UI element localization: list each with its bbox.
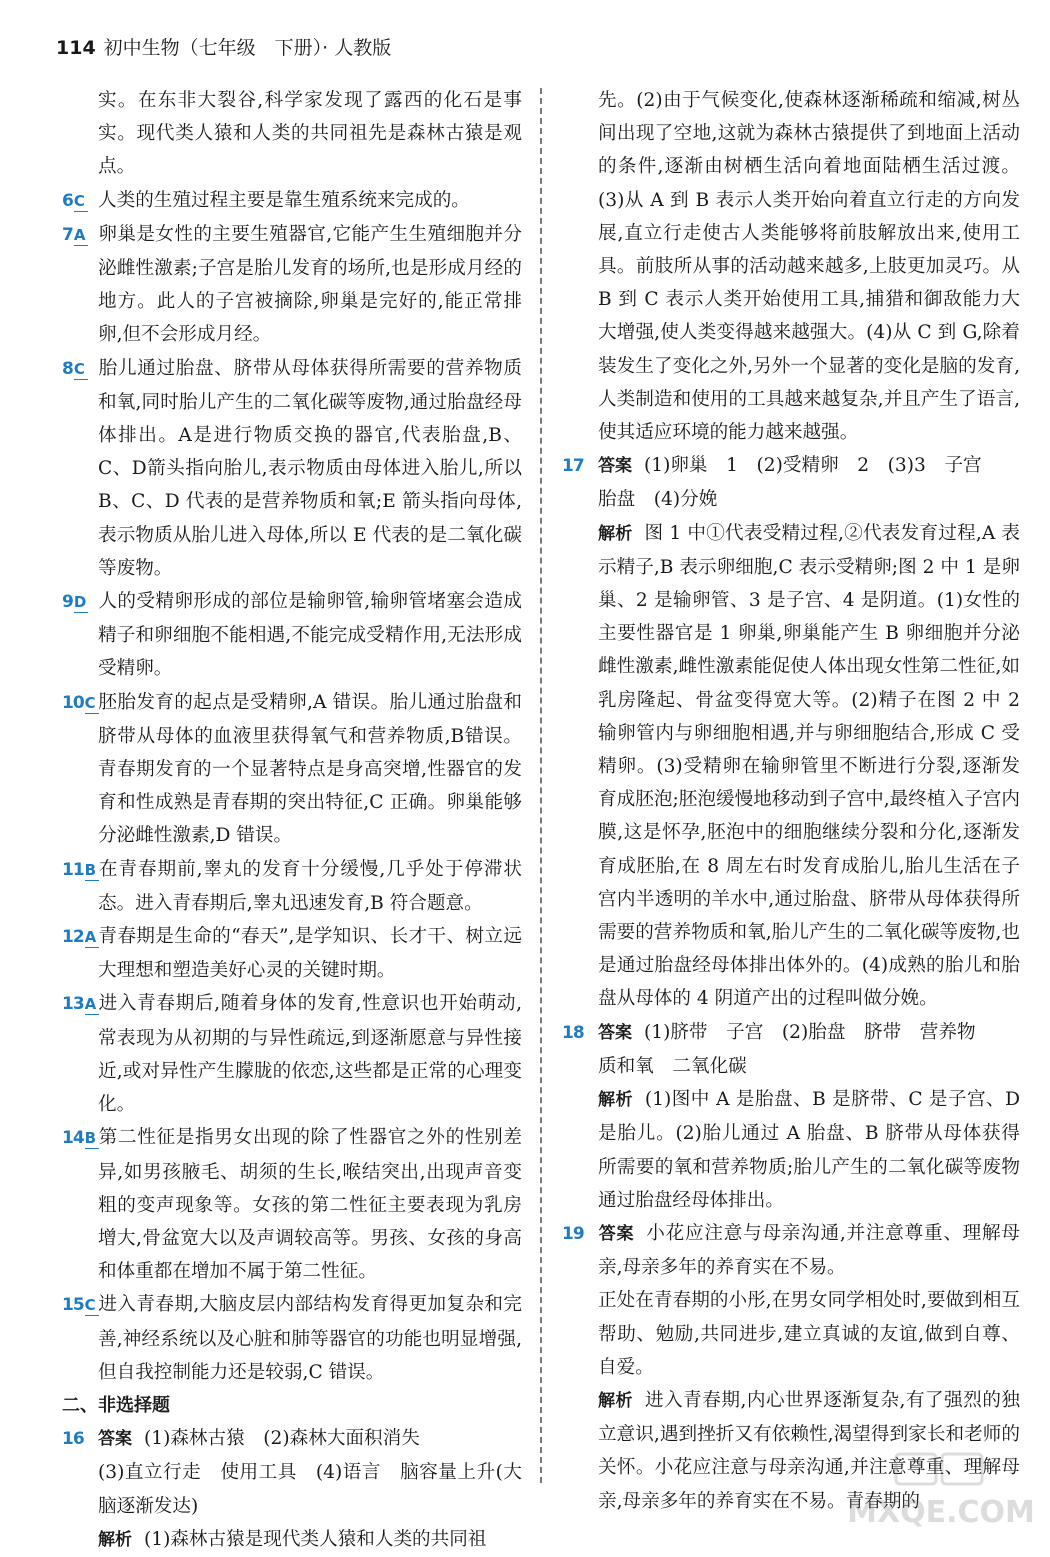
explanation-text: 胚胎发育的起点是受精卵,A 错误。胎儿通过胎盘和脐带从母体的血液里获得氧气和营养物质,B错误。青春期发育的一个显著特点是身高突增,性器官的发育和性成熟是青春期的突出特征,C 正确。卵巢能够分泌雌性激素,D 错误。 [98,691,522,847]
question-17-answer-cont: 胎盘 (4)分娩 [598,489,718,511]
question-16-analysis-cont: 先。(2)由于气候变化,使森林逐渐稀疏和缩减,树丛间出现了空地,这就为森林古猿提供了到地面上活动的条件,逐渐由树栖生活向着地面陆栖生活过渡。(3)从 A 到 B 表示人类开始向着直立行走的方向发展,直立行走使古人类能够将前肢解放出来,使用工具。前肢所从事的活动越来越多,上肢更加灵巧。从 B 到 C 表示人类开始使用工具,捕猎和御敌能力大大增强,使人类变得越来越强大。(4)从 C 到 G,除着装发生了变化之外,另外一个显著的变化是脑的发育,人类制造和使用的工具越来越复杂,并且产生了语言,使其适应环境的能力越来越强。 [598,90,1020,444]
intro-paragraph: 实。在东非大裂谷,科学家发现了露西的化石是事实。现代类人猿和人类的共同祖先是森林古猿是观点。 [98,90,522,178]
answer-text: 小花应注意与母亲沟通,并注意尊重、理解母亲,母亲多年的养育实在不易。 [598,1222,1020,1279]
question-number: 15C [62,1289,98,1322]
answer-text: (1)卵巢 1 (2)受精卵 2 (3)3 子宫 [644,455,982,477]
explanation-text: 胎儿通过胎盘、脐带从母体获得所需要的营养物质和氧,同时胎儿产生的二氧化碳等废物,通过胎盘经母体排出。A是进行物质交换的器官,代表胎盘,B、C、D箭头指向胎儿,表示物质由母体进入胎儿,所以 B、C、D 代表的是营养物质和氧;E 箭头指向母体,表示物质从胎儿进入母体,所以 E 代表的是二氧化碳等废物。 [98,357,522,579]
analysis-label: 解析 [98,1529,132,1550]
question-16-answer-cont: (3)直立行走 使用工具 (4)语言 脑容量上升(大脑逐渐发达) [98,1462,522,1517]
answer-text: (1)脐带 子宫 (2)胎盘 脐带 营养物 [644,1021,976,1043]
question-number: 6C [62,185,98,218]
left-column [62,84,522,1557]
answer-label: 答案 [98,1429,132,1450]
right-column [562,84,1020,1518]
book-title: 初中生物（七年级 下册）· 人教版 [103,37,392,59]
page-header [56,33,391,63]
analysis-text: 进入青春期,内心世界逐渐复杂,有了强烈的独立意识,遇到挫折又有依赖性,渴望得到家长和老师的关怀。小花应注意与母亲沟通,并注意尊重、理解母亲,母亲多年的养育实在不易。青春期的 [598,1389,1021,1512]
question-8 [62,352,522,585]
answer-choice: C [74,359,88,380]
question-7 [62,218,522,352]
question-19-answer-p2: 正处在青春期的小彤,在男女同学相处时,要做到相互帮助、勉励,共同进步,建立真诚的友谊,做到自尊、自爱。 [598,1290,1020,1378]
question-number: 19 [562,1223,584,1244]
question-19-answer [562,1217,1020,1284]
answer-choice: C [74,191,88,212]
explanation-text: 进入青春期,大脑皮层内部结构发育得更加复杂和完善,神经系统以及心脏和肺等器官的功能也明显增强,但自我控制能力还是较弱,C 错误。 [98,1294,522,1383]
question-10 [62,686,522,853]
answer-text: (1)森林古猿 (2)森林大面积消失 [144,1428,420,1450]
answer-choice: D [73,593,87,612]
question-16-answer [62,1422,522,1456]
answer-choice: C [85,693,99,714]
answer-choice: A [85,927,99,948]
column-divider [540,88,542,1483]
question-15 [62,1288,522,1389]
analysis-label: 解析 [598,1090,633,1111]
page-number: 114 [56,37,96,59]
question-14 [62,1121,522,1288]
explanation-text: 第二性征是指男女出现的除了性器官之外的性别差异,如男孩腋毛、胡须的生长,喉结突出,出现声音变粗的变声现象等。女孩的第二性征主要表现为乳房增大,骨盆宽大以及声调较高等。男孩、女孩的身高和体重都在增加不属于第二性征。 [98,1127,522,1283]
question-number: 11B [62,854,98,887]
answer-choice: B [85,1128,99,1149]
answer-label: 答案 [598,1223,635,1244]
question-16-analysis [62,1523,522,1557]
explanation-text: 在青春期前,睾丸的发育十分缓慢,几乎处于停滞状态。进入青春期后,睾丸迅速发育,B 符合题意。 [98,858,522,914]
question-18-answer-cont: 质和氧 二氧化碳 [598,1055,747,1077]
question-number: 8C [62,353,98,386]
analysis-label: 解析 [598,1390,633,1411]
question-18-analysis [562,1083,1020,1217]
question-number: 14B [62,1122,98,1155]
question-17-answer [562,449,1020,483]
answer-label: 答案 [598,456,632,477]
explanation-text: 卵巢是女性的主要生殖器官,它能产生生殖细胞并分泌雌性激素;子宫是胎儿发育的场所,也是形成月经的地方。此人的子宫被摘除,卵巢是完好的,能正常排卵,但不会形成月经。 [98,223,522,346]
answer-label: 答案 [598,1022,632,1043]
explanation-text: 进入青春期后,随着身体的发育,性意识也开始萌动,常表现为从初期的与异性疏远,到逐渐愿意与异性接近,或对异性产生朦胧的依恋,这些都是正常的心理变化。 [98,993,522,1116]
answer-choice: C [85,1295,99,1316]
question-11 [62,853,522,920]
section-heading: 二、非选择题 [62,1394,170,1416]
explanation-text: 人的受精卵形成的部位是输卵管,输卵管堵塞会造成精子和卵细胞不能相遇,不能完成受精作用,无法形成受精卵。 [98,591,522,680]
explanation-text: 青春期是生命的“春天”,是学知识、长才干、树立远大理想和塑造美好心灵的关键时期。 [98,926,522,982]
question-13 [62,987,522,1121]
question-12 [62,920,522,987]
analysis-text: (1)森林古猿是现代类人猿和人类的共同祖 [144,1528,487,1550]
question-17-analysis [562,517,1020,1016]
explanation-text: 人类的生殖过程主要是靠生殖系统来完成的。 [98,189,470,211]
answer-choice: B [85,860,99,881]
answer-choice: A [74,225,88,246]
question-number: 16 [62,1429,84,1450]
question-number: 13A [62,988,98,1021]
question-number: 9D [62,592,87,613]
question-19-analysis [562,1384,1020,1518]
question-number: 17 [562,456,584,477]
answer-choice: A [85,994,99,1015]
analysis-text: (1)图中 A 是胎盘、B 是脐带、C 是子宫、D 是胎儿。(2)胎儿通过 A 胎盘、B 脐带从母体获得所需要的氧和营养物质;胎儿产生的二氧化碳等废物通过胎盘经母体排出。 [598,1089,1020,1211]
question-number: 12A [62,921,98,954]
question-number: 7A [62,219,98,252]
watermark-text: MXQE.COM [847,1495,1035,1530]
analysis-label: 解析 [598,523,633,544]
question-number: 18 [562,1022,584,1043]
question-number: 10C [62,687,98,720]
question-9 [62,585,522,686]
question-18-answer [562,1016,1020,1050]
analysis-text: 图 1 中①代表受精过程,②代表发育过程,A 表示精子,B 表示卵细胞,C 表示受精卵;图 2 中 1 是卵巢、2 是输卵管、3 是子宫、4 是阴道。(1)女性的主要性器官是 1 卵巢,卵巢能产生 B 卵细胞并分泌雌性激素,雌性激素能促使人体出现女性第二性征,如乳房隆起、骨盆变得宽大等。(2)精子在图 2 中 2 输卵管内与卵细胞相遇,并与卵细胞结合,形成 C 受精卵。(3)受精卵在输卵管里不断进行分裂,逐渐发育成胚泡;胚泡缓慢地移动到子宫中,最终植入子宫内膜,这是怀孕,胚泡中的细胞继续分裂和分化,逐渐发育成胚胎,在 8 周左右时发育成胎儿,胎儿生活在子宫内半透明的羊水中,通过胎盘、脐带从母体获得所需要的营养物质和氧,胎儿产生的二氧化碳等废物,也是通过胎盘经母体排出体外的。(4)成熟的胎儿和胎盘从母体的 4 阴道产出的过程叫做分娩。 [598,522,1021,1010]
question-6 [62,184,522,218]
